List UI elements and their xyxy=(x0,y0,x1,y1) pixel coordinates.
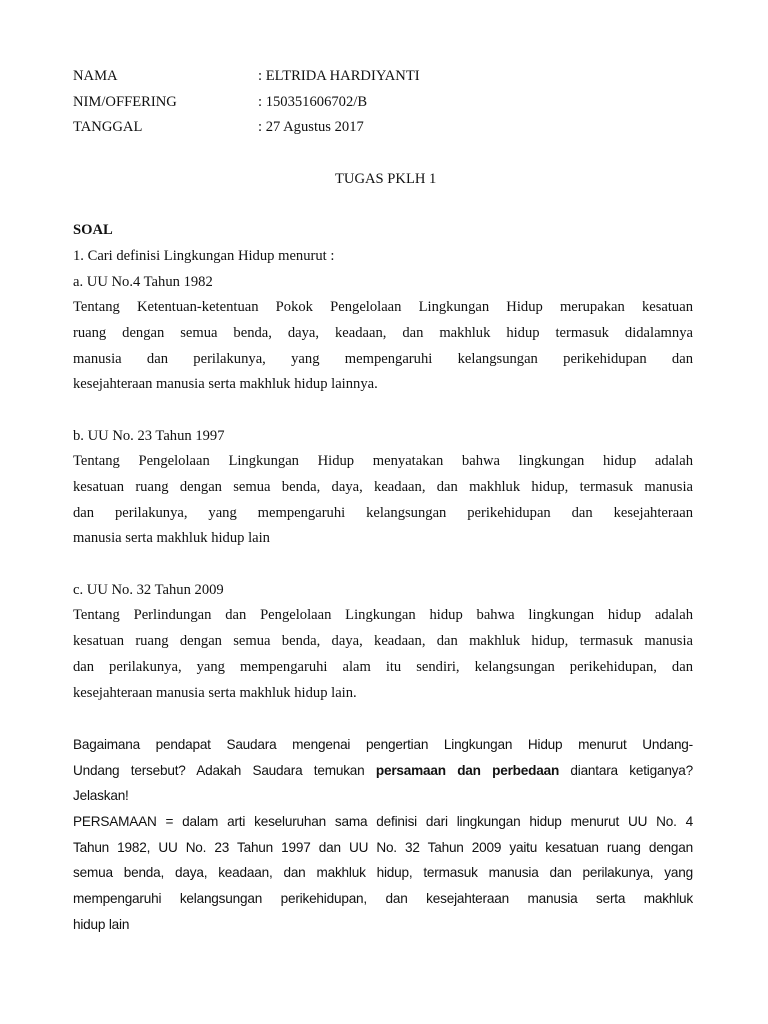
info-value: : ELTRIDA HARDIYANTI xyxy=(258,68,420,84)
info-label: TANGGAL xyxy=(73,119,143,136)
definition-line: kesatuan ruang dengan semua benda, daya, keadaan, dan makhluk hidup, termasuk manusia xyxy=(73,479,693,495)
answer-line: hidup lain xyxy=(73,916,130,932)
document-title: TUGAS PKLH 1 xyxy=(335,170,437,187)
definition-line: ruang dengan semua benda, daya, keadaan, dan makhluk hidup termasuk didalamnya xyxy=(73,324,693,341)
info-row xyxy=(73,64,693,90)
definition-line: manusia serta makhluk hidup lain xyxy=(73,530,270,547)
blank-line xyxy=(73,192,693,218)
blank-line xyxy=(73,706,693,732)
info-value: : 150351606702/B xyxy=(258,93,368,110)
answer-line: mempengaruhi kelangsungan perikehidupan, dan kesejahteraan manusia serta makhluk xyxy=(73,891,693,906)
info-row xyxy=(73,115,693,141)
definition-line: Tentang Pengelolaan Lingkungan Hidup menyatakan bahwa lingkungan hidup adalah xyxy=(73,453,693,470)
answer-line: semua benda, daya, keadaan, dan makhluk hidup, termasuk manusia dan perilakunya, yang xyxy=(73,865,693,881)
definition-line: dan perilakunya, yang mempengaruhi kelangsungan perikehidupan dan kesejahteraan xyxy=(73,504,693,521)
definition-line: kesatuan ruang dengan semua benda, daya, keadaan, dan makhluk hidup, termasuk manusia xyxy=(73,633,693,650)
definition-line: Tentang Perlindungan dan Pengelolaan Lingkungan hidup bahwa lingkungan hidup adalah xyxy=(73,607,693,624)
blank-line xyxy=(73,398,693,424)
question-1: 1. Cari definisi Lingkungan Hidup menurut : xyxy=(73,247,335,264)
definition-line: kesejahteraan manusia serta makhluk hidup lain. xyxy=(73,684,357,701)
answer-persamaan xyxy=(73,809,693,937)
blank-line xyxy=(73,552,693,578)
definition-section xyxy=(73,270,693,424)
answer-line: PERSAMAAN = dalam arti keseluruhan sama definisi dari lingkungan hidup menurut UU No. 4 xyxy=(73,813,693,829)
info-label: NAMA xyxy=(73,68,118,84)
student-info xyxy=(73,64,693,141)
definition-section xyxy=(73,578,693,732)
definition-line: kesejahteraan manusia serta makhluk hidup lainnya. xyxy=(73,376,378,393)
definition-line: dan perilakunya, yang mempengaruhi alam itu sendiri, kelangsungan perikehidupan, dan xyxy=(73,658,693,675)
info-row xyxy=(73,90,693,116)
question-2: Bagaimana pendapat Saudara mengenai pengertian Lingkungan Hidup menurut Undang- Undang tersebut? Adakah Saudara temukan persamaan dan perbedaan diantara ketiganya? Jelaskan! xyxy=(73,736,693,804)
document-page xyxy=(73,64,693,937)
soal-heading: SOAL xyxy=(73,222,113,239)
definition-heading: a. UU No.4 Tahun 1982 xyxy=(73,273,213,290)
info-label: NIM/OFFERING xyxy=(73,93,177,110)
blank-line xyxy=(73,141,693,167)
definition-line: Tentang Ketentuan-ketentuan Pokok Pengelolaan Lingkungan Hidup merupakan kesatuan xyxy=(73,299,693,316)
answer-line: Tahun 1982, UU No. 23 Tahun 1997 dan UU No. 32 Tahun 2009 yaitu kesatuan ruang dengan xyxy=(73,839,693,855)
info-value: : 27 Agustus 2017 xyxy=(258,119,364,136)
emphasis-persamaan-perbedaan: persamaan dan perbedaan xyxy=(375,762,560,778)
definition-section xyxy=(73,424,693,578)
definition-heading: b. UU No. 23 Tahun 1997 xyxy=(73,427,225,444)
definition-heading: c. UU No. 32 Tahun 2009 xyxy=(73,581,224,598)
definitions xyxy=(73,270,693,732)
definition-line: manusia dan perilakunya, yang mempengaruhi kelangsungan perikehidupan dan xyxy=(73,350,693,367)
